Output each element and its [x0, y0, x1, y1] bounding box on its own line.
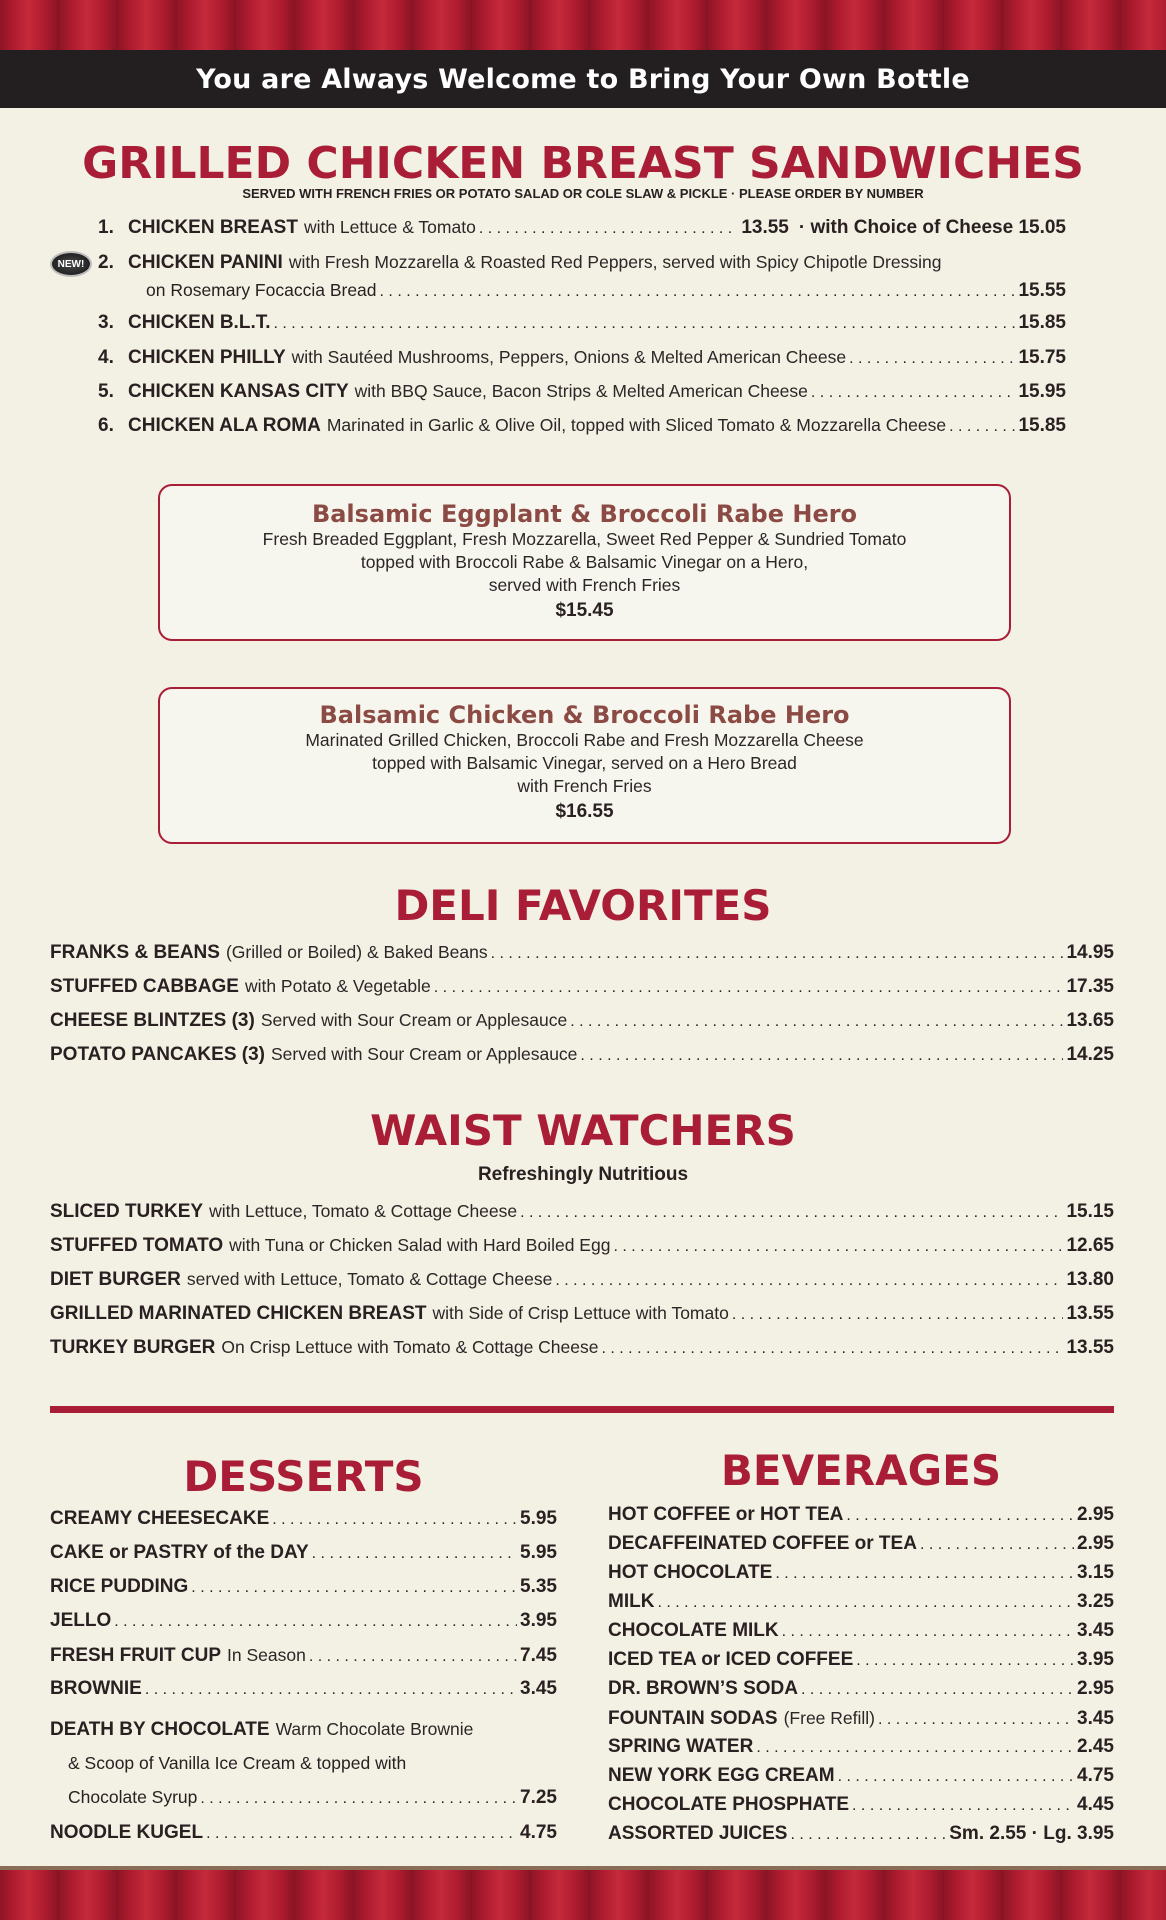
- leader-dots: [801, 1678, 1074, 1702]
- item-name: ICED TEA or ICED COFFEE: [608, 1649, 854, 1670]
- item-name: JELLO: [50, 1610, 112, 1631]
- item-price: 4.75: [1077, 1765, 1114, 1786]
- item-price: 4.75: [520, 1822, 557, 1843]
- byob-banner: You are Always Welcome to Bring Your Own Bottle: [0, 50, 1166, 108]
- item-name: RICE PUDDING: [50, 1576, 189, 1597]
- grilled-section-title: GRILLED CHICKEN BREAST SANDWICHES: [82, 138, 1084, 189]
- grilled-subtitle: SERVED WITH FRENCH FRIES OR POTATO SALAD OR COLE SLAW & PICKLE · PLEASE ORDER BY NUMBER: [242, 186, 924, 201]
- leader-dots: [191, 1576, 517, 1600]
- item-price: 3.45: [1077, 1620, 1114, 1641]
- leader-dots: [309, 1645, 517, 1669]
- leader-dots: [790, 1823, 946, 1847]
- menu-item: [608, 1677, 1114, 1702]
- item-price: 13.80: [1066, 1269, 1114, 1290]
- item-name: DR. BROWN’S SODA: [608, 1678, 798, 1699]
- menu-item: 4. CHICKEN PHILLY with Sautéed Mushrooms, Peppers, Onions & Melted American Cheese . . . 15.75: [98, 345, 1066, 371]
- item-price: 2.95: [1077, 1678, 1114, 1699]
- section-divider: [50, 1406, 1114, 1413]
- item-name: DEATH BY CHOCOLATE: [50, 1719, 270, 1740]
- menu-item: 1. CHICKEN BREAST with Lettuce & Tomato . . . 13.55 · with Choice of Cheese 15.05: [98, 215, 1066, 241]
- leader-dots: [274, 312, 1016, 336]
- leader-dots: [491, 942, 1064, 966]
- item-price: 2.95: [1077, 1504, 1114, 1525]
- menu-item: [50, 1643, 557, 1669]
- menu-item: [50, 1042, 1114, 1068]
- leader-dots: [838, 1765, 1074, 1789]
- item-price: 13.55: [1066, 1337, 1114, 1358]
- menu-item: [608, 1503, 1114, 1528]
- leader-dots: [852, 1794, 1074, 1818]
- special-title: Balsamic Eggplant & Broccoli Rabe Hero: [311, 500, 858, 528]
- leader-dots: [878, 1708, 1074, 1732]
- menu-item: [50, 1677, 557, 1702]
- menu-item: 2. CHICKEN PANINI with Fresh Mozzarella & Roasted Red Peppers, served with Spicy Chipotle Dressing: [98, 252, 942, 273]
- menu-item: [608, 1561, 1114, 1586]
- item-name: CHOCOLATE MILK: [608, 1620, 779, 1641]
- menu-item: [50, 940, 1114, 966]
- item-extra: · with Choice of Cheese 15.05: [798, 217, 1066, 238]
- menu-item: [50, 1301, 1114, 1327]
- item-name: CHOCOLATE PHOSPHATE: [608, 1794, 850, 1815]
- leader-dots: [206, 1822, 517, 1846]
- item-price: Sm. 2.55 · Lg. 3.95: [949, 1823, 1114, 1844]
- menu-item: 5. CHICKEN KANSAS CITY with BBQ Sauce, Bacon Strips & Melted American Cheese . . . 15.95: [98, 379, 1066, 405]
- item-name: HOT COFFEE or HOT TEA: [608, 1504, 844, 1525]
- special-price: $15.45: [555, 600, 614, 621]
- menu-item: [608, 1735, 1114, 1760]
- item-desc: with Side of Crisp Lettuce with Tomato: [432, 1303, 729, 1323]
- item-name: NEW YORK EGG CREAM: [608, 1765, 835, 1786]
- deli-section-title: DELI FAVORITES: [394, 881, 772, 930]
- item-desc: (Free Refill): [783, 1708, 875, 1728]
- item-name: FRANKS & BEANS: [50, 942, 220, 963]
- leader-dots: [570, 1010, 1063, 1034]
- menu-item: [608, 1706, 1114, 1732]
- menu-item: [50, 974, 1114, 1000]
- item-price: 5.95: [520, 1542, 557, 1563]
- item-price: 17.35: [1066, 976, 1114, 997]
- item-name: BROWNIE: [50, 1678, 142, 1699]
- menu-item: [608, 1532, 1114, 1557]
- item-name: GRILLED MARINATED CHICKEN BREAST: [50, 1303, 427, 1324]
- menu-item-continued: Chocolate Syrup . . . 7.25: [68, 1785, 557, 1811]
- item-name: STUFFED CABBAGE: [50, 976, 239, 997]
- menu-item: [608, 1793, 1114, 1818]
- item-price: 7.25: [520, 1787, 557, 1808]
- item-name: CHICKEN BREAST: [128, 217, 298, 238]
- item-price: 3.95: [1077, 1649, 1114, 1670]
- leader-dots: [272, 1508, 517, 1532]
- item-price: 3.15: [1077, 1562, 1114, 1583]
- item-name: NOODLE KUGEL: [50, 1822, 204, 1843]
- item-name: FRESH FRUIT CUP: [50, 1645, 221, 1666]
- menu-item: [50, 1821, 557, 1846]
- item-name: SLICED TURKEY: [50, 1201, 204, 1222]
- item-name: HOT CHOCOLATE: [608, 1562, 773, 1583]
- item-price: 15.95: [1018, 381, 1066, 402]
- menu-item: [50, 1335, 1114, 1361]
- item-price: 15.85: [1018, 312, 1066, 333]
- item-price: 13.55: [1066, 1303, 1114, 1324]
- item-desc: with Lettuce, Tomato & Cottage Cheese: [209, 1201, 518, 1221]
- item-name: MILK: [608, 1591, 655, 1612]
- item-price: 15.55: [1018, 280, 1066, 301]
- item-name: CHICKEN ALA ROMA: [128, 415, 321, 436]
- special-title: Balsamic Chicken & Broccoli Rabe Hero: [319, 701, 850, 729]
- waist-section-title: WAIST WATCHERS: [370, 1106, 796, 1155]
- item-desc: served with Lettuce, Tomato & Cottage Cheese: [186, 1269, 553, 1289]
- menu-item: [50, 1267, 1114, 1293]
- top-curtain-border: [0, 0, 1166, 50]
- leader-dots: [613, 1235, 1063, 1259]
- item-name: STUFFED TOMATO: [50, 1235, 224, 1256]
- leader-dots: [732, 1303, 1064, 1327]
- item-name: CREAMY CHEESECAKE: [50, 1508, 270, 1529]
- beverages-section-title: BEVERAGES: [720, 1446, 1002, 1495]
- item-desc: with Potato & Vegetable: [244, 976, 431, 996]
- item-name: CHICKEN B.L.T.: [128, 312, 271, 333]
- special-desc-line: topped with Balsamic Vinegar, served on a Hero Bread: [372, 753, 797, 773]
- leader-dots: [380, 280, 1016, 304]
- item-price: 12.65: [1066, 1235, 1114, 1256]
- item-price: 3.95: [520, 1610, 557, 1631]
- item-price: 5.35: [520, 1576, 557, 1597]
- item-price: 3.45: [1077, 1708, 1114, 1729]
- item-name: SPRING WATER: [608, 1736, 754, 1757]
- menu-item: [50, 1541, 557, 1566]
- item-name: CAKE or PASTRY of the DAY: [50, 1542, 309, 1563]
- item-price: 15.75: [1018, 347, 1066, 368]
- item-name: CHICKEN PANINI: [128, 252, 283, 273]
- menu-item: 3. CHICKEN B.L.T. . . . 15.85: [98, 311, 1066, 336]
- menu-item: [50, 1575, 557, 1600]
- item-price: 2.45: [1077, 1736, 1114, 1757]
- special-price: $16.55: [555, 801, 614, 822]
- special-box: [158, 687, 1011, 844]
- leader-dots: [756, 1736, 1074, 1760]
- leader-dots: [849, 347, 1015, 371]
- leader-dots: [434, 976, 1064, 1000]
- leader-dots: [856, 1649, 1074, 1673]
- leader-dots: [200, 1787, 517, 1811]
- item-price: 3.45: [520, 1678, 557, 1699]
- item-desc: In Season: [227, 1645, 306, 1665]
- menu-item: [50, 1507, 557, 1532]
- item-desc: with BBQ Sauce, Bacon Strips & Melted American Cheese: [354, 381, 808, 401]
- item-desc: with Lettuce & Tomato: [303, 217, 476, 237]
- item-name: CHICKEN PHILLY: [128, 347, 286, 368]
- leader-dots: [811, 381, 1016, 405]
- leader-dots: [312, 1542, 517, 1566]
- leader-dots: [520, 1201, 1063, 1225]
- item-desc: (Grilled or Boiled) & Baked Beans: [225, 942, 488, 962]
- leader-dots: [602, 1337, 1064, 1361]
- item-price: 15.85: [1018, 415, 1066, 436]
- special-desc-line: Marinated Grilled Chicken, Broccoli Rabe and Fresh Mozzarella Cheese: [305, 730, 864, 750]
- menu-item: [608, 1590, 1114, 1615]
- leader-dots: [775, 1562, 1074, 1586]
- new-badge-icon: NEW!: [50, 251, 92, 277]
- item-desc: Served with Sour Cream or Applesauce: [271, 1044, 578, 1064]
- leader-dots: [555, 1269, 1063, 1293]
- item-price: 2.95: [1077, 1533, 1114, 1554]
- menu-item-continued: on Rosemary Focaccia Bread . . . 15.55: [146, 278, 1066, 304]
- item-price: 14.95: [1066, 942, 1114, 963]
- leader-dots: [782, 1620, 1074, 1644]
- item-desc: On Crisp Lettuce with Tomato & Cottage Cheese: [221, 1337, 599, 1357]
- item-price: 3.25: [1077, 1591, 1114, 1612]
- item-name: TURKEY BURGER: [50, 1337, 216, 1358]
- item-name: FOUNTAIN SODAS: [608, 1708, 778, 1729]
- leader-dots: [920, 1533, 1074, 1557]
- desserts-section-title: DESSERTS: [183, 1452, 424, 1501]
- menu-item: [50, 1199, 1114, 1225]
- item-name: DIET BURGER: [50, 1269, 181, 1290]
- item-name: POTATO PANCAKES (3): [50, 1044, 265, 1065]
- item-name: CHEESE BLINTZES (3): [50, 1010, 255, 1031]
- item-price: 5.95: [520, 1508, 557, 1529]
- special-desc-line: with French Fries: [517, 776, 652, 796]
- leader-dots: [114, 1610, 517, 1634]
- item-desc: with Sautéed Mushrooms, Peppers, Onions & Melted American Cheese: [291, 347, 847, 367]
- leader-dots: [949, 415, 1015, 439]
- item-price: 13.65: [1066, 1010, 1114, 1031]
- menu-item: [608, 1619, 1114, 1644]
- special-box: [158, 484, 1011, 641]
- menu-item: [608, 1822, 1114, 1847]
- item-desc: Served with Sour Cream or Applesauce: [260, 1010, 568, 1030]
- item-name: CHICKEN KANSAS CITY: [128, 381, 349, 402]
- item-price: 13.55: [741, 217, 789, 238]
- item-desc: Marinated in Garlic & Olive Oil, topped with Sliced Tomato & Mozzarella Cheese: [326, 415, 947, 435]
- special-desc-line: topped with Broccoli Rabe & Balsamic Vinegar on a Hero,: [360, 552, 809, 572]
- leader-dots: [846, 1504, 1074, 1528]
- menu-item: 6. CHICKEN ALA ROMA Marinated in Garlic & Olive Oil, topped with Sliced Tomato & Mozzarella Cheese . . . 15.85: [98, 413, 1066, 439]
- item-name: DECAFFEINATED COFFEE or TEA: [608, 1533, 917, 1554]
- item-price: 14.25: [1066, 1044, 1114, 1065]
- special-desc-line: Fresh Breaded Eggplant, Fresh Mozzarella, Sweet Red Pepper & Sundried Tomato: [262, 529, 907, 549]
- item-desc: Warm Chocolate Brownie: [275, 1719, 474, 1739]
- menu-item: [50, 1008, 1114, 1034]
- menu-item: [50, 1609, 557, 1634]
- menu-item: [608, 1764, 1114, 1789]
- item-desc: with Fresh Mozzarella & Roasted Red Peppers, served with Spicy Chipotle Dressing: [288, 252, 942, 272]
- menu-item: [50, 1717, 557, 1742]
- menu-item-continued: & Scoop of Vanilla Ice Cream & topped with: [68, 1753, 407, 1773]
- leader-dots: [479, 217, 739, 241]
- item-desc: with Tuna or Chicken Salad with Hard Boiled Egg: [229, 1235, 611, 1255]
- leader-dots: [657, 1591, 1074, 1615]
- bottom-curtain-border: [0, 1866, 1166, 1920]
- item-price: 15.15: [1066, 1201, 1114, 1222]
- leader-dots: [145, 1678, 517, 1702]
- menu-item: [50, 1233, 1114, 1259]
- item-price: 7.45: [520, 1645, 557, 1666]
- item-name: ASSORTED JUICES: [608, 1823, 788, 1844]
- special-desc-line: served with French Fries: [488, 575, 681, 595]
- item-price: 4.45: [1077, 1794, 1114, 1815]
- waist-tagline: Refreshingly Nutritious: [477, 1164, 689, 1185]
- menu-item: [608, 1648, 1114, 1673]
- leader-dots: [580, 1044, 1063, 1068]
